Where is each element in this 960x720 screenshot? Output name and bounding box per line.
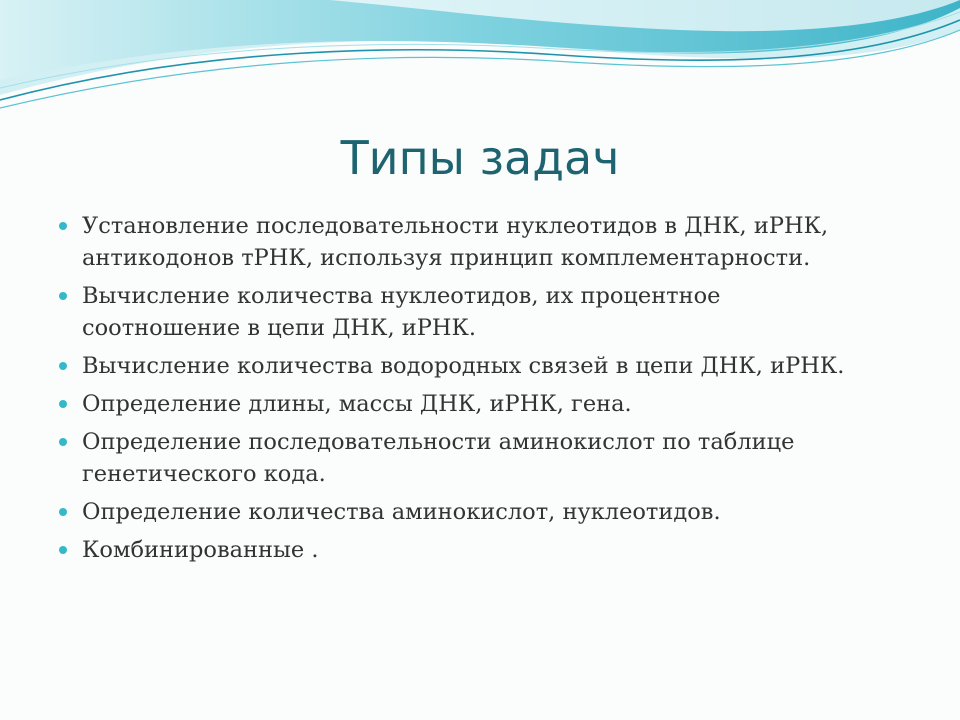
- bullet-icon: [59, 222, 67, 230]
- bullet-icon: [59, 362, 67, 370]
- bullet-icon: [59, 292, 67, 300]
- bullet-text: Установление последовательности нуклеотидов в ДНК, иРНК, антикодонов тРНК, используя принцип комплементарности.: [82, 213, 829, 271]
- bullet-item: [57, 210, 857, 274]
- bullet-text: Комбинированные .: [82, 537, 319, 563]
- bullet-item: [57, 496, 857, 528]
- bullet-icon: [59, 508, 67, 516]
- bullet-icon: [59, 546, 67, 554]
- bullet-text: Вычисление количества нуклеотидов, их процентное соотношение в цепи ДНК, иРНК.: [82, 283, 721, 341]
- bullet-text: Определение последовательности аминокислот по таблице генетического кода.: [82, 429, 795, 487]
- bullet-item: [57, 388, 857, 420]
- bullet-item: [57, 534, 857, 566]
- slide-title: Типы задач: [340, 131, 620, 185]
- bullet-item: [57, 426, 857, 490]
- bullet-item: [57, 350, 857, 382]
- bullet-text: Вычисление количества водородных связей в цепи ДНК, иРНК.: [82, 353, 845, 379]
- bullet-text: Определение длины, массы ДНК, иРНК, гена.: [82, 391, 632, 417]
- bullet-list: [57, 210, 857, 572]
- bullet-icon: [59, 438, 67, 446]
- bullet-icon: [59, 400, 67, 408]
- wave-header-decoration: [0, 0, 960, 130]
- bullet-item: [57, 280, 857, 344]
- bullet-text: Определение количества аминокислот, нуклеотидов.: [82, 499, 721, 525]
